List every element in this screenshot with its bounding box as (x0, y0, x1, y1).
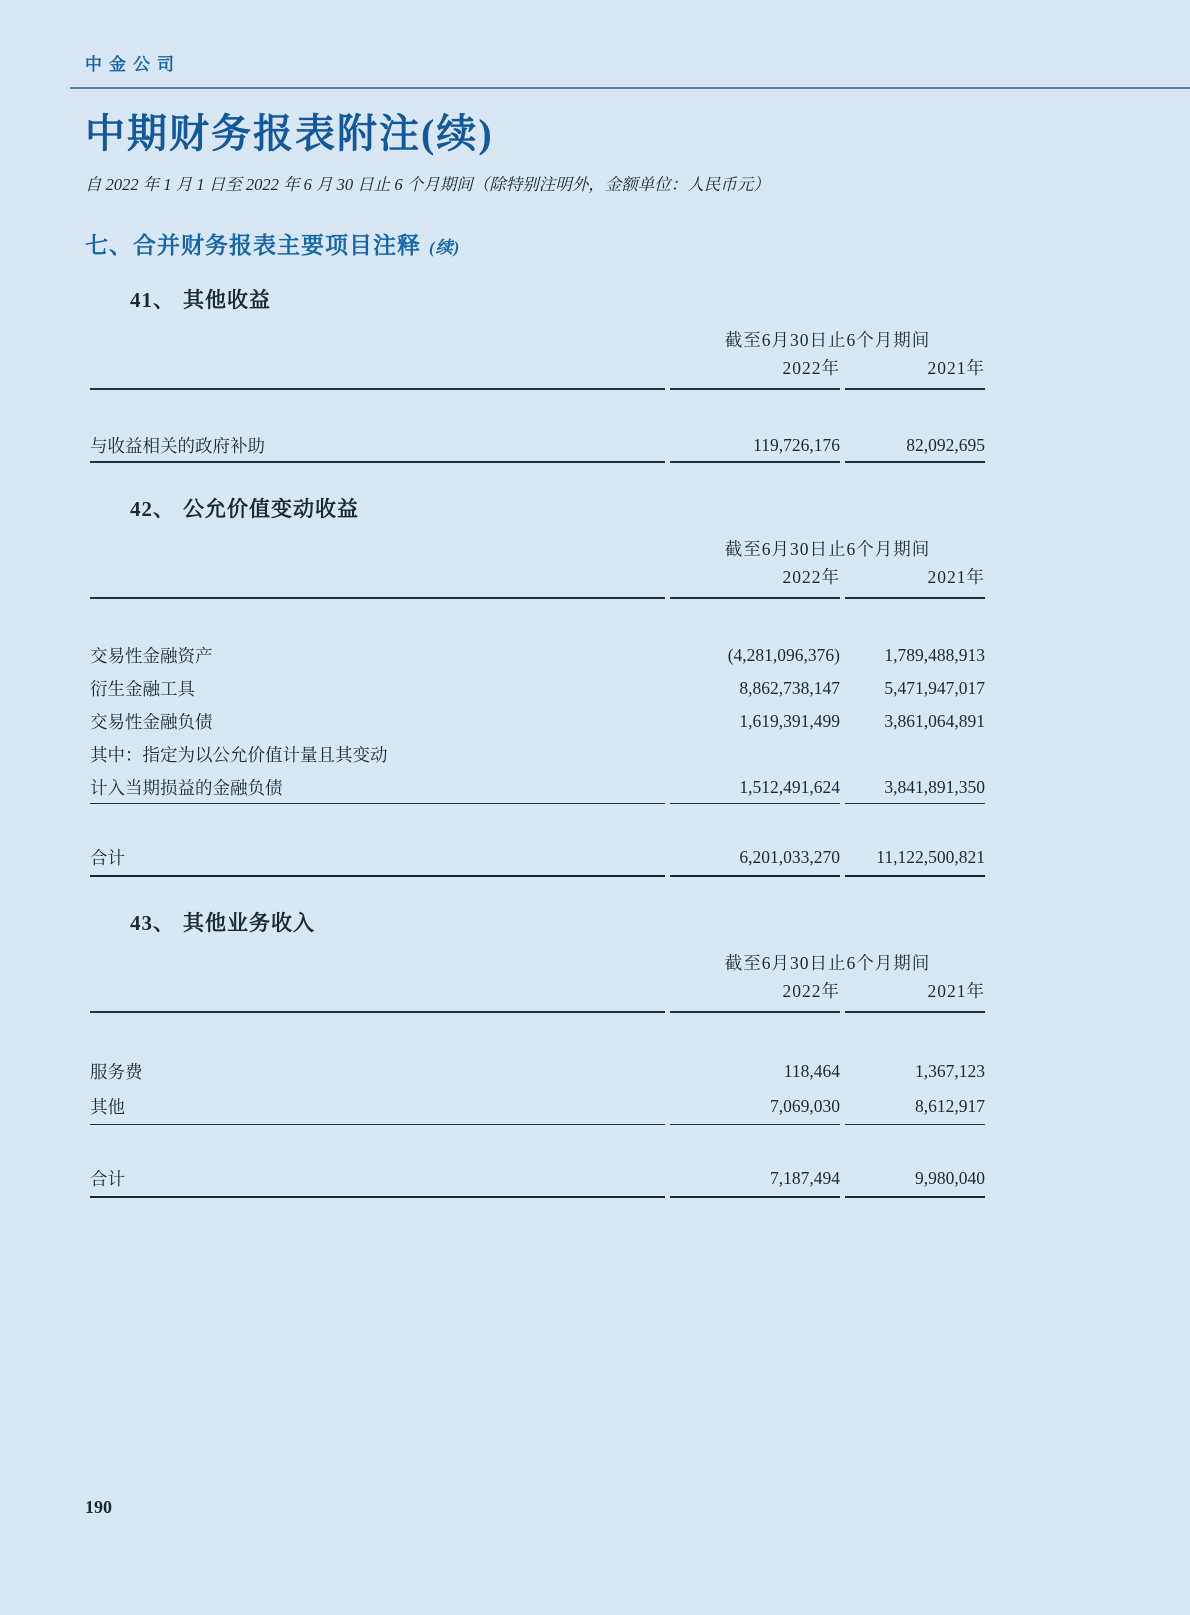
table-fair-value-changes (85, 533, 990, 877)
section-title: 合并财务报表主要项目注释 (133, 233, 421, 258)
row-label: 交易性金融资产 (90, 646, 213, 666)
value-2021: 1,789,488,913 (884, 645, 985, 665)
value-2021: 8,612,917 (845, 1089, 985, 1125)
row-label: 交易性金融负债 (90, 712, 213, 732)
table-row (90, 672, 985, 705)
table-row (90, 738, 985, 771)
row-label: 与收益相关的政府补助 (90, 430, 665, 463)
subsection-heading-42 (130, 493, 1190, 523)
value-2022: 1,619,391,499 (739, 711, 840, 731)
value-2022: 7,069,030 (670, 1089, 840, 1125)
page-subtitle: 自 2022 年 1 月 1 日至 2022 年 6 月 30 日止 6 个月期间（除特别注明外，金额单位：人民币元） (85, 175, 770, 194)
period-header-row (90, 324, 985, 354)
row-label: 计入当期损益的金融负债 (90, 771, 665, 804)
table-other-operating-income (85, 947, 990, 1198)
total-label: 合计 (90, 1161, 665, 1198)
spacer-row (90, 804, 985, 840)
table-row (90, 639, 985, 672)
period-header: 截至6月30日止6个月期间 (724, 538, 931, 559)
year-header-2021: 2021年 (845, 977, 985, 1013)
year-header-2021: 2021年 (845, 563, 985, 599)
spacer-row (90, 1125, 985, 1161)
total-2022: 7,187,494 (670, 1161, 840, 1198)
table-row (90, 705, 985, 738)
period-header: 截至6月30日止6个月期间 (724, 952, 931, 973)
value-2021 (845, 738, 985, 771)
subsection-heading-41 (130, 284, 1190, 314)
section-continued-label: (续) (429, 238, 461, 257)
row-label: 服务费 (90, 1061, 143, 1082)
table-row (90, 430, 985, 463)
table-other-income (85, 324, 990, 463)
page-title: 中期财务报表附注(续) (85, 111, 494, 156)
period-header: 截至6月30日止6个月期间 (724, 329, 931, 350)
spacer-row (90, 390, 985, 430)
year-header-row (90, 354, 985, 390)
value-2022: 118,464 (783, 1060, 840, 1081)
section-heading (85, 227, 1190, 260)
section-number: 七、 (85, 233, 133, 258)
total-2021: 9,980,040 (845, 1161, 985, 1198)
subsection-heading-43 (130, 907, 1190, 937)
value-2021: 3,861,064,891 (884, 711, 985, 731)
subsection-number: 42、 (130, 497, 175, 521)
page-number: 190 (85, 1497, 112, 1517)
spacer-row (90, 1013, 985, 1053)
total-2021: 11,122,500,821 (845, 840, 985, 877)
year-header-2021: 2021年 (845, 354, 985, 390)
total-2022: 6,201,033,270 (670, 840, 840, 877)
row-label: 其中：指定为以公允价值计量且其变动 (90, 745, 388, 765)
row-label: 衍生金融工具 (90, 679, 195, 699)
period-header-row (90, 533, 985, 563)
table-row (90, 1089, 985, 1125)
brand-name: 中金公司 (85, 55, 181, 74)
subsection-title: 其他收益 (183, 288, 271, 312)
value-2022 (670, 738, 840, 771)
value-2021: 1,367,123 (915, 1060, 985, 1081)
value-2022: (4,281,096,376) (727, 645, 840, 665)
value-2022: 1,512,491,624 (670, 771, 840, 804)
subsection-title: 其他业务收入 (183, 911, 315, 935)
value-2022: 8,862,738,147 (739, 678, 840, 698)
total-label: 合计 (90, 840, 665, 877)
subsection-title: 公允价值变动收益 (183, 497, 359, 521)
total-row (90, 840, 985, 877)
year-header-row (90, 977, 985, 1013)
subsection-number: 41、 (130, 288, 175, 312)
table-row (90, 771, 985, 804)
value-2021: 5,471,947,017 (884, 678, 985, 698)
table-row (90, 1053, 985, 1089)
year-header-row (90, 563, 985, 599)
year-header-2022: 2022年 (670, 977, 840, 1013)
year-header-2022: 2022年 (670, 354, 840, 390)
row-label: 其他 (90, 1089, 665, 1125)
subsection-number: 43、 (130, 911, 175, 935)
value-2022: 119,726,176 (670, 430, 840, 463)
year-header-2022: 2022年 (670, 563, 840, 599)
value-2021: 82,092,695 (845, 430, 985, 463)
page-header (70, 0, 1190, 89)
spacer-row (90, 599, 985, 639)
total-row (90, 1161, 985, 1198)
period-header-row (90, 947, 985, 977)
value-2021: 3,841,891,350 (845, 771, 985, 804)
